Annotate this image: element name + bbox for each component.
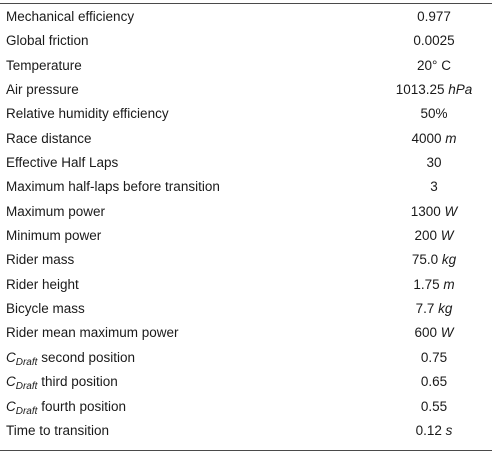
table-row	[0, 297, 492, 321]
parameter-name-cell	[0, 5, 386, 29]
table-row	[0, 175, 492, 199]
parameter-name-cell	[0, 127, 386, 151]
table-row	[0, 419, 492, 443]
parameter-label: Maximum power	[6, 203, 106, 219]
parameter-unit: s	[445, 422, 453, 438]
parameter-name-cell	[0, 54, 386, 78]
parameter-value-cell	[386, 346, 492, 370]
table-row	[0, 370, 492, 394]
parameter-unit: W	[440, 325, 454, 341]
coefficient-subscript: Draft	[15, 356, 38, 368]
parameter-value: 1013.25	[395, 82, 445, 98]
parameter-label: Effective Half Laps	[6, 155, 119, 171]
parameter-label: second position	[41, 349, 136, 365]
parameter-value-cell	[386, 248, 492, 272]
parameter-value-cell	[386, 419, 492, 443]
parameter-value: 20° C	[417, 57, 451, 73]
coefficient-symbol: C	[6, 374, 16, 390]
parameter-label: fourth position	[41, 398, 126, 414]
parameter-name-cell	[0, 175, 386, 199]
parameter-value-cell	[386, 54, 492, 78]
parameter-value: 0.75	[420, 349, 448, 365]
parameter-name-cell	[0, 346, 386, 370]
parameter-value: 75.0	[411, 252, 439, 268]
parameter-name-cell	[0, 78, 386, 102]
table-row	[0, 224, 492, 248]
parameter-name-cell	[0, 29, 386, 53]
table-row	[0, 102, 492, 126]
table-row	[0, 5, 492, 29]
parameter-label: Rider mass	[6, 252, 75, 268]
parameter-value-cell	[386, 224, 492, 248]
parameter-value: 30	[426, 155, 442, 171]
table-row	[0, 273, 492, 297]
parameter-label: Maximum half-laps before transition	[6, 179, 220, 195]
parameter-unit: kg	[441, 252, 457, 268]
parameter-name-cell	[0, 419, 386, 443]
parameter-value: 0.65	[420, 374, 448, 390]
parameter-name-cell	[0, 248, 386, 272]
parameter-value: 0.55	[420, 398, 448, 414]
parameter-value-cell	[386, 5, 492, 29]
table-bottom-rule	[0, 450, 492, 451]
parameter-value: 200	[414, 228, 437, 244]
parameter-unit: W	[440, 228, 454, 244]
parameter-label: Air pressure	[6, 82, 79, 98]
parameter-value: 600	[414, 325, 437, 341]
parameter-value-cell	[386, 127, 492, 151]
parameter-label: Rider mean maximum power	[6, 325, 179, 341]
parameter-value: 7.7	[415, 301, 435, 317]
table-row	[0, 54, 492, 78]
coefficient-subscript: Draft	[15, 405, 38, 417]
table-row	[0, 346, 492, 370]
parameter-name-cell	[0, 224, 386, 248]
parameter-name-cell	[0, 151, 386, 175]
parameter-unit: kg	[438, 301, 453, 317]
parameter-value-cell	[386, 273, 492, 297]
parameter-value-cell	[386, 151, 492, 175]
parameter-label: Race distance	[6, 130, 92, 146]
parameter-unit: hPa	[448, 82, 473, 98]
table-row	[0, 29, 492, 53]
parameter-value: 3	[430, 179, 438, 195]
parameter-value: 0.0025	[413, 33, 455, 49]
coefficient-symbol: C	[6, 349, 16, 365]
parameter-name-cell	[0, 370, 386, 394]
parameter-name-cell	[0, 200, 386, 224]
table-row	[0, 200, 492, 224]
parameter-value: 0.977	[417, 9, 451, 24]
parameter-label: Mechanical efficiency	[6, 9, 135, 24]
parameter-label: Rider height	[6, 276, 79, 292]
parameter-value-cell	[386, 78, 492, 102]
table-row	[0, 127, 492, 151]
parameter-label: third position	[41, 374, 118, 390]
parameter-name-cell	[0, 102, 386, 126]
parameter-value-cell	[386, 395, 492, 419]
parameter-name-cell	[0, 395, 386, 419]
parameter-value: 50%	[420, 106, 448, 122]
parameter-unit: m	[445, 130, 457, 146]
parameter-value-cell	[386, 175, 492, 199]
parameters-table	[0, 5, 492, 443]
parameter-label: Bicycle mass	[6, 301, 85, 317]
parameter-value-cell	[386, 200, 492, 224]
parameter-value-cell	[386, 297, 492, 321]
table-row	[0, 395, 492, 419]
table-top-rule	[0, 3, 492, 4]
table-row	[0, 248, 492, 272]
parameter-label: Relative humidity efficiency	[6, 106, 169, 122]
parameter-unit: m	[443, 276, 455, 292]
parameter-value-cell	[386, 370, 492, 394]
parameter-label: Global friction	[6, 33, 89, 49]
parameter-label: Time to transition	[6, 422, 110, 438]
parameter-unit: W	[444, 203, 458, 219]
parameter-value: 0.12	[415, 422, 442, 438]
table-row	[0, 151, 492, 175]
parameter-value: 1300	[410, 203, 441, 219]
parameter-name-cell	[0, 273, 386, 297]
coefficient-symbol: C	[6, 398, 16, 414]
parameter-value: 4000	[411, 130, 442, 146]
parameter-value-cell	[386, 102, 492, 126]
parameter-value-cell	[386, 321, 492, 345]
parameters-table-body	[0, 5, 492, 443]
coefficient-subscript: Draft	[15, 381, 38, 393]
table-row	[0, 321, 492, 345]
parameter-label: Minimum power	[6, 228, 102, 244]
parameter-value: 1.75	[413, 276, 440, 292]
parameter-name-cell	[0, 297, 386, 321]
parameter-label: Temperature	[6, 57, 82, 73]
parameter-name-cell	[0, 321, 386, 345]
table-row	[0, 78, 492, 102]
parameter-value-cell	[386, 29, 492, 53]
